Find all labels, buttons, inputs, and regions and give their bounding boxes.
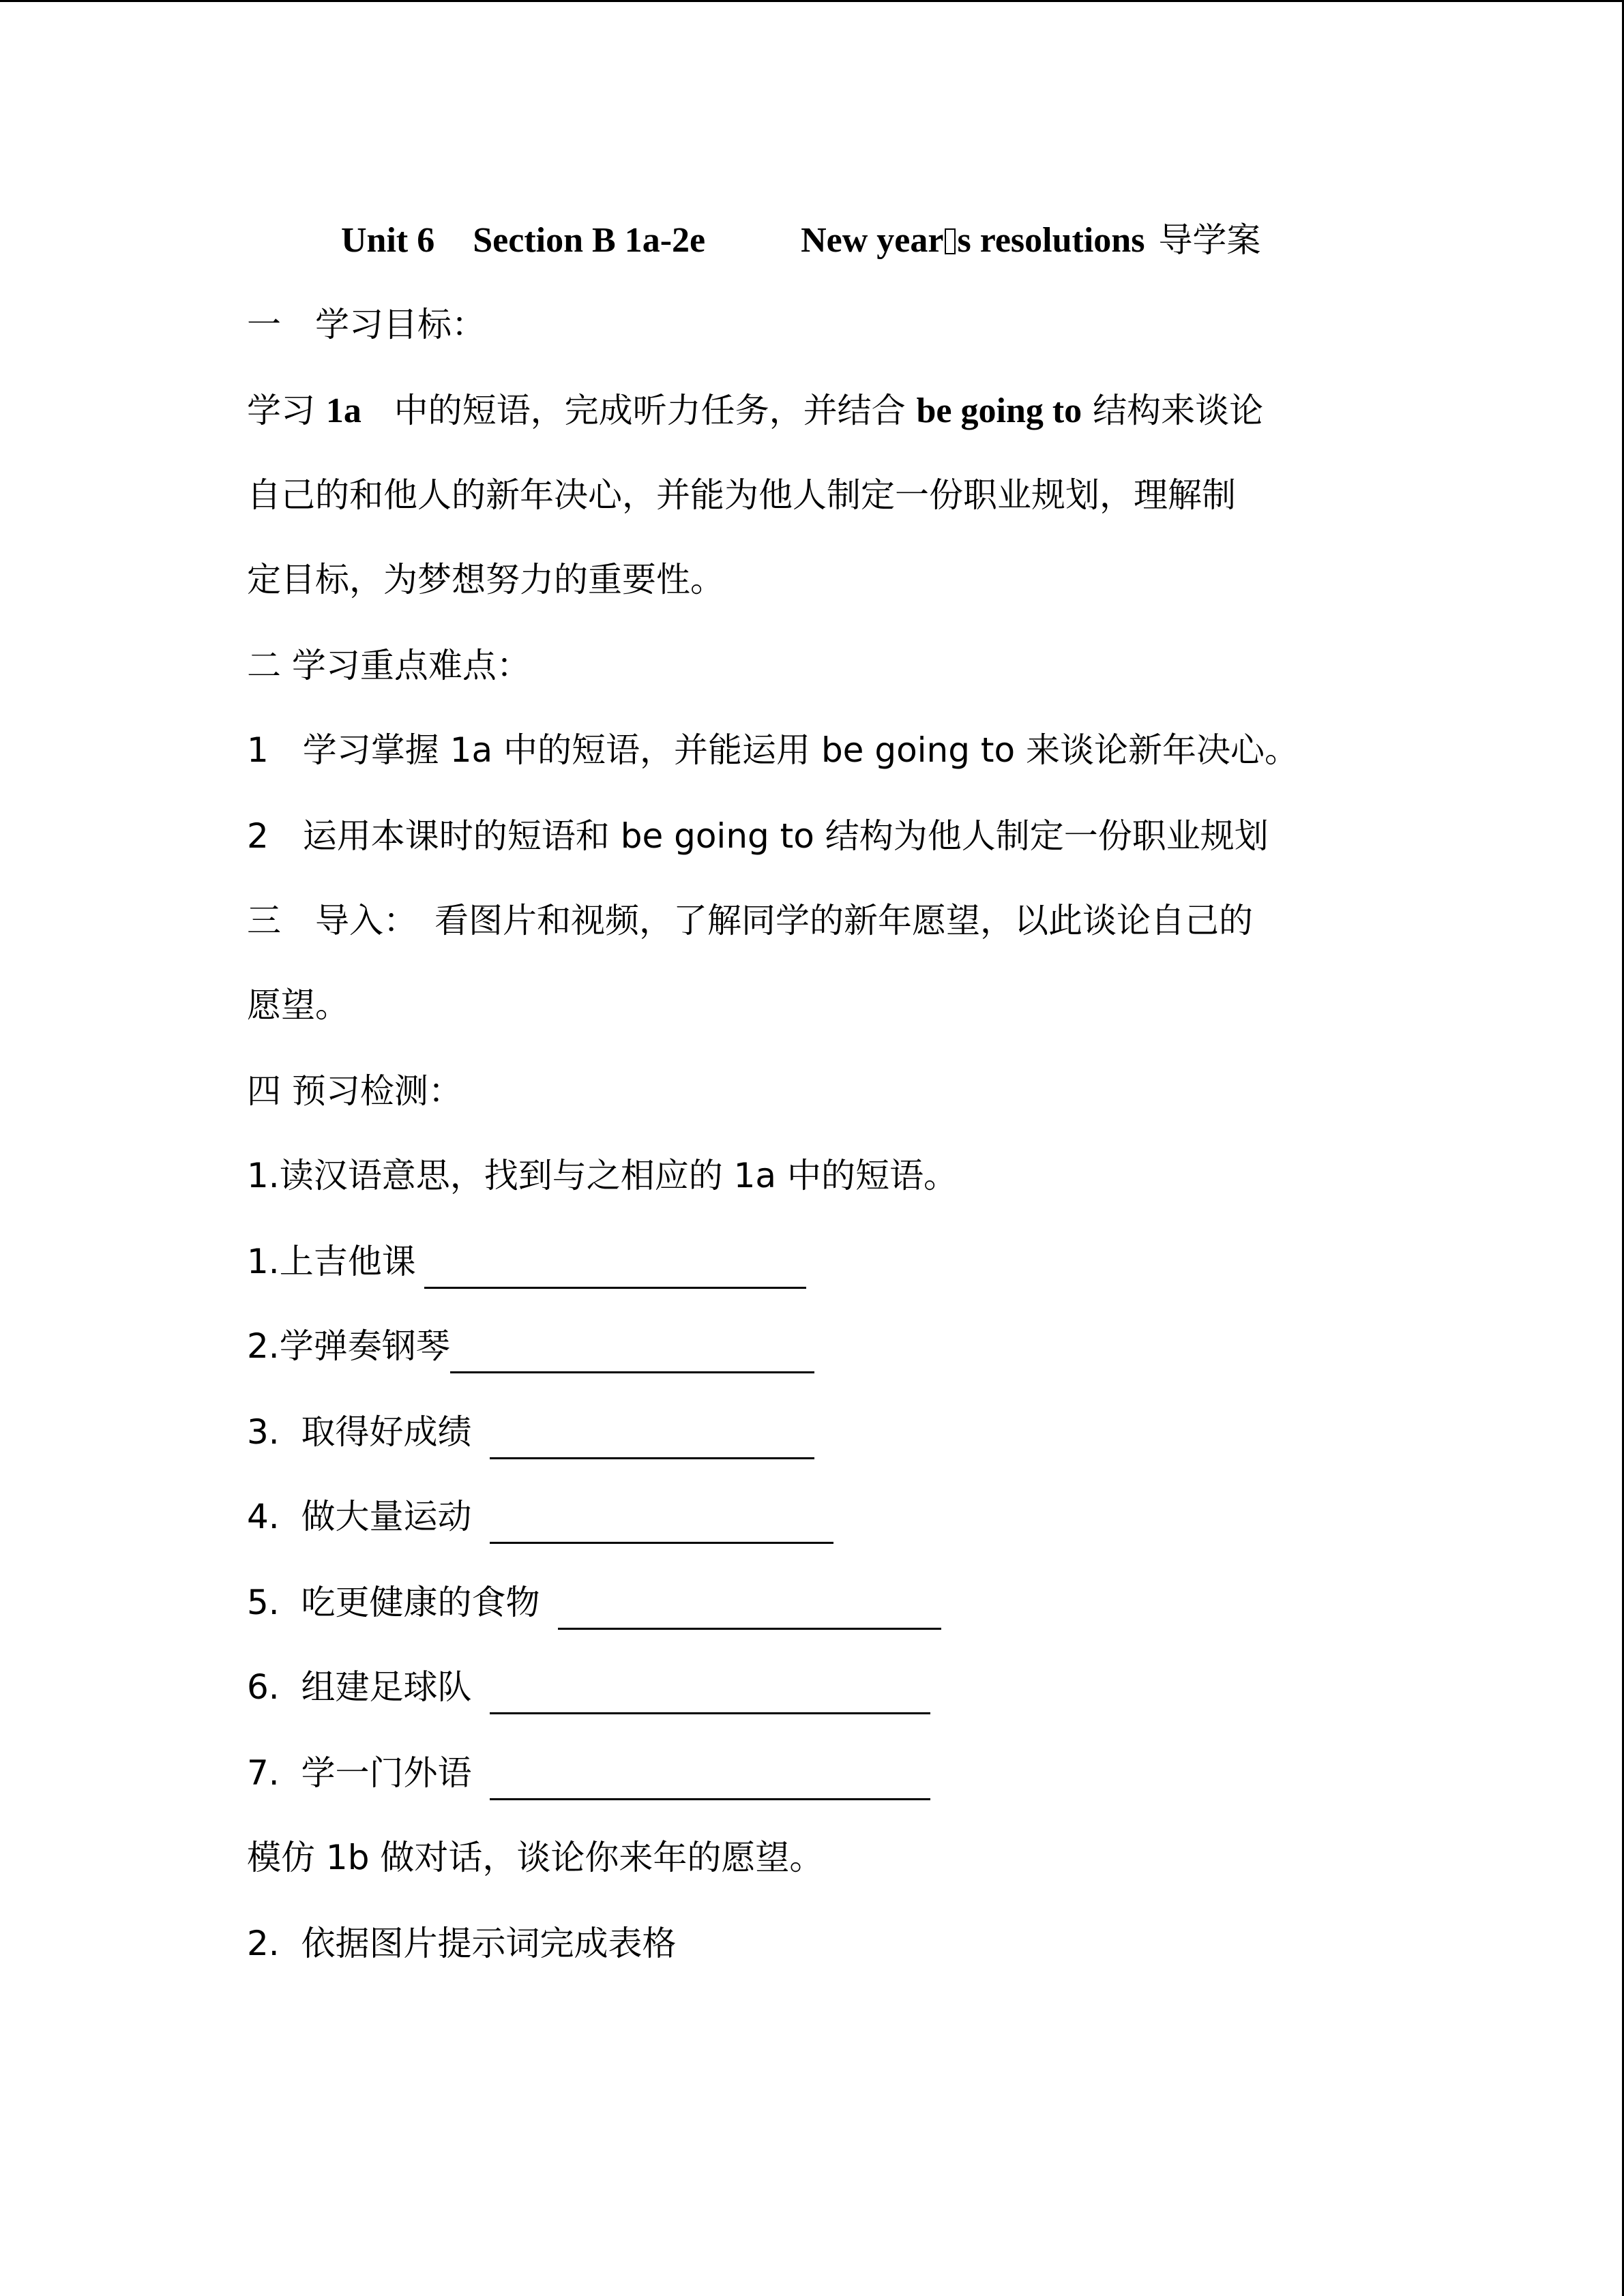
section-4-task-1: 1.读汉语意思，找到与之相应的 1a 中的短语。 xyxy=(247,1156,958,1195)
exercise-item-5 xyxy=(247,1575,941,1630)
section-4-heading: 四 预习检测： xyxy=(247,1071,462,1111)
exercise-label: 3. 取得好成绩 xyxy=(247,1412,472,1452)
imitate-instruction: 模仿 1b 做对话，谈论你来年的愿望。 xyxy=(247,1838,824,1877)
section-1-heading: 一 学习目标： xyxy=(247,305,486,344)
s1-text-be-going-to: be going to xyxy=(916,391,1082,430)
missing-glyph-box xyxy=(945,228,956,254)
title-cn: 导学案 xyxy=(1158,220,1261,260)
exercise-item-7 xyxy=(247,1746,930,1800)
exercise-label: 6. 组建足球队 xyxy=(247,1667,472,1707)
answer-blank[interactable] xyxy=(558,1588,941,1630)
exercise-label: 1.上吉他课 xyxy=(247,1242,416,1281)
document-title xyxy=(341,213,1260,268)
answer-blank[interactable] xyxy=(450,1332,814,1373)
answer-blank[interactable] xyxy=(490,1418,814,1459)
answer-blank[interactable] xyxy=(424,1247,806,1289)
section-1-line-1 xyxy=(247,383,1263,438)
exercise-label: 4. 做大量运动 xyxy=(247,1497,472,1536)
s1-text-1a: 1a xyxy=(325,391,361,430)
exercise-item-3 xyxy=(247,1405,814,1459)
title-topic-a: New year xyxy=(801,221,944,260)
exercise-item-1 xyxy=(247,1234,806,1289)
section-1-line-2: 自己的和他人的新年决心，并能为他人制定一份职业规划，理解制 xyxy=(247,475,1236,515)
title-unit: Unit 6 xyxy=(341,221,435,260)
exercise-label: 7. 学一门外语 xyxy=(247,1753,472,1793)
answer-blank[interactable] xyxy=(490,1502,833,1544)
page-top-border xyxy=(0,0,1624,2)
section-1-line-3: 定目标，为梦想努力的重要性。 xyxy=(247,560,724,599)
s1-text-a: 学习 xyxy=(247,391,315,430)
section-3-line-1: 三 导入： 看图片和视频，了解同学的新年愿望，以此谈论自己的 xyxy=(247,901,1253,940)
answer-blank[interactable] xyxy=(490,1673,930,1714)
s1-text-c: 中的短语，完成听力任务，并结合 xyxy=(394,391,906,430)
s1-text-e: 结构来谈论 xyxy=(1093,391,1264,430)
exercise-item-4 xyxy=(247,1489,833,1544)
title-topic-b: s resolutions xyxy=(957,221,1145,260)
section-3-line-2: 愿望。 xyxy=(247,985,349,1025)
section-2-item-1: 1 学习掌握 1a 中的短语，并能运用 be going to 来谈论新年决心。 xyxy=(247,730,1299,770)
exercise-label: 5. 吃更健康的食物 xyxy=(247,1583,540,1622)
title-section: Section B 1a-2e xyxy=(473,221,706,260)
exercise-label: 2.学弹奏钢琴 xyxy=(247,1326,450,1366)
section-2-heading: 二 学习重点难点： xyxy=(247,646,531,685)
exercise-item-2 xyxy=(247,1319,814,1373)
exercise-item-6 xyxy=(247,1660,930,1714)
section-2-item-2: 2 运用本课时的短语和 be going to 结构为他人制定一份职业规划 xyxy=(247,816,1269,856)
task-2-instruction: 2. 依据图片提示词完成表格 xyxy=(247,1924,677,1963)
answer-blank[interactable] xyxy=(490,1759,930,1800)
